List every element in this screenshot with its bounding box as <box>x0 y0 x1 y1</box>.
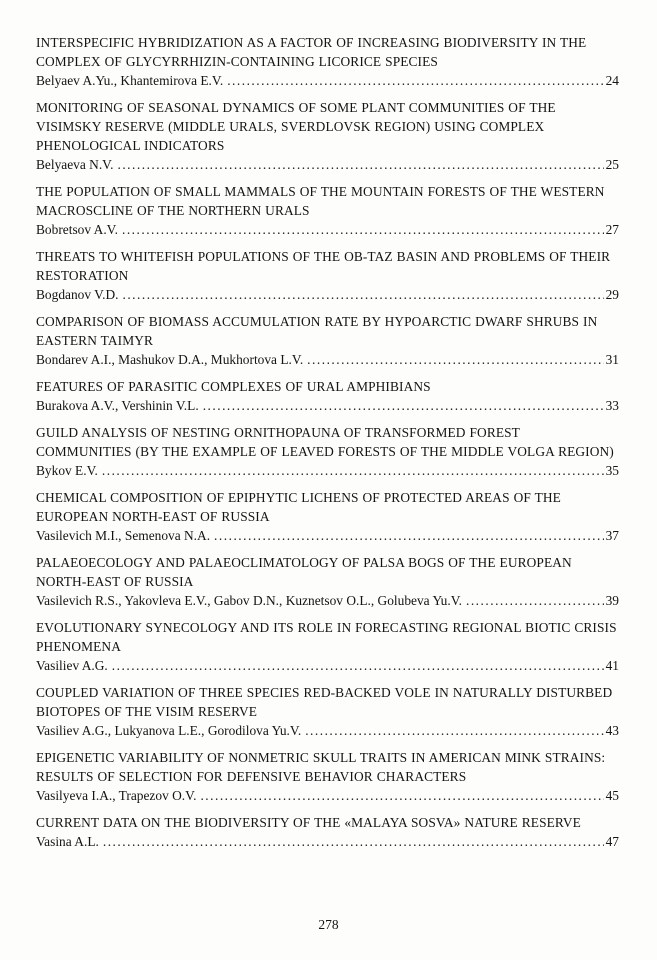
toc-entry <box>36 813 619 851</box>
entry-authors-line <box>36 526 619 545</box>
toc-entry <box>36 182 619 239</box>
dot-leader <box>227 71 603 90</box>
entry-title: INTERSPECIFIC HYBRIDIZATION AS A FACTOR OF INCREASING BIODIVERSITY IN THE COMPLEX OF GLYCYRRHIZIN-CONTAINING LICORICE SPECIES <box>36 35 587 69</box>
entry-page-number: 33 <box>605 398 619 413</box>
dot-leader <box>102 461 604 480</box>
entry-authors-line <box>36 396 619 415</box>
entry-page-number: 47 <box>605 834 619 849</box>
entry-page-number: 27 <box>605 222 619 237</box>
toc-entry <box>36 748 619 805</box>
entry-authors: Burakova A.V., Vershinin V.L. <box>36 398 199 413</box>
toc-entry <box>36 247 619 304</box>
entry-page-number: 35 <box>605 463 619 478</box>
toc-entry <box>36 618 619 675</box>
entry-authors: Vasiliev A.G., Lukyanova L.E., Gorodilova Yu.V. <box>36 723 302 738</box>
entry-authors-line <box>36 786 619 805</box>
entry-title: CHEMICAL COMPOSITION OF EPIPHYTIC LICHENS OF PROTECTED AREAS OF THE EUROPEAN NORTH-EAST OF RUSSIA <box>36 490 561 524</box>
entry-authors-line <box>36 285 619 304</box>
entry-authors-line <box>36 155 619 174</box>
entry-title: THREATS TO WHITEFISH POPULATIONS OF THE OB-TAZ BASIN AND PROBLEMS OF THEIR RESTORATION <box>36 249 611 283</box>
dot-leader <box>214 526 604 545</box>
entry-title: COUPLED VARIATION OF THREE SPECIES RED-BACKED VOLE IN NATURALLY DISTURBED BIOTOPES OF THE VISIM RESERVE <box>36 685 613 719</box>
entry-title: EVOLUTIONARY SYNECOLOGY AND ITS ROLE IN FORECASTING REGIONAL BIOTIC CRISIS PHENOMENA <box>36 620 617 654</box>
entry-page-number: 31 <box>605 352 619 367</box>
entry-authors-line <box>36 220 619 239</box>
entry-authors: Vasilyeva I.A., Trapezov O.V. <box>36 788 197 803</box>
entry-authors: Bykov E.V. <box>36 463 98 478</box>
entry-authors-line <box>36 350 619 369</box>
entry-authors: Bogdanov V.D. <box>36 287 119 302</box>
dot-leader <box>200 786 603 805</box>
entry-authors: Vasilevich M.I., Semenova N.A. <box>36 528 211 543</box>
entry-page-number: 41 <box>605 658 619 673</box>
toc-entry <box>36 312 619 369</box>
dot-leader <box>117 155 603 174</box>
entry-authors: Vasilevich R.S., Yakovleva E.V., Gabov D.N., Kuznetsov O.L., Golubeva Yu.V. <box>36 593 462 608</box>
dot-leader <box>112 656 604 675</box>
entry-title: CURRENT DATA ON THE BIODIVERSITY OF THE «MALAYA SOSVA» NATURE RESERVE <box>36 815 581 830</box>
toc-entry <box>36 98 619 174</box>
entry-page-number: 29 <box>605 287 619 302</box>
toc-entry <box>36 33 619 90</box>
dot-leader <box>122 285 603 304</box>
toc-entry <box>36 423 619 480</box>
entry-page-number: 37 <box>605 528 619 543</box>
entry-title: PALAEOECOLOGY AND PALAEOCLIMATOLOGY OF PALSA BOGS OF THE EUROPEAN NORTH-EAST OF RUSSIA <box>36 555 572 589</box>
entry-authors: Vasiliev A.G. <box>36 658 108 673</box>
table-of-contents <box>36 33 619 851</box>
toc-entry <box>36 488 619 545</box>
page-footer-number: 278 <box>318 917 339 932</box>
dot-leader <box>103 832 604 851</box>
entry-authors-line <box>36 721 619 740</box>
entry-title: THE POPULATION OF SMALL MAMMALS OF THE MOUNTAIN FORESTS OF THE WESTERN MACROSCLINE OF THE NORTHERN URALS <box>36 184 605 218</box>
entry-authors-line <box>36 71 619 90</box>
toc-entry <box>36 377 619 415</box>
toc-entry <box>36 683 619 740</box>
entry-page-number: 43 <box>605 723 619 738</box>
entry-title: EPIGENETIC VARIABILITY OF NONMETRIC SKULL TRAITS IN AMERICAN MINK STRAINS: RESULTS OF SELECTION FOR DEFENSIVE BEHAVIOR CHARACTERS <box>36 750 606 784</box>
entry-authors: Belyaeva N.V. <box>36 157 114 172</box>
entry-authors-line <box>36 461 619 480</box>
entry-authors: Bondarev A.I., Mashukov D.A., Mukhortova L.V. <box>36 352 304 367</box>
entry-page-number: 45 <box>605 788 619 803</box>
toc-entry <box>36 553 619 610</box>
entry-page-number: 24 <box>605 73 619 88</box>
entry-page-number: 25 <box>605 157 619 172</box>
entry-authors-line <box>36 832 619 851</box>
dot-leader <box>203 396 604 415</box>
entry-title: MONITORING OF SEASONAL DYNAMICS OF SOME PLANT COMMUNITIES OF THE VISIMSKY RESERVE (MIDDLE URALS, SVERDLOVSK REGION) USING COMPLEX PHENOLOGICAL INDICATORS <box>36 100 556 153</box>
entry-title: GUILD ANALYSIS OF NESTING ORNITHOPAUNA OF TRANSFORMED FOREST COMMUNITIES (BY THE EXAMPLE OF LEAVED FORESTS OF THE MIDDLE VOLGA REGION) <box>36 425 614 459</box>
entry-title: COMPARISON OF BIOMASS ACCUMULATION RATE BY HYPOARCTIC DWARF SHRUBS IN EASTERN TAIMYR <box>36 314 598 348</box>
entry-authors: Bobretsov A.V. <box>36 222 118 237</box>
dot-leader <box>122 220 604 239</box>
dot-leader <box>307 350 603 369</box>
entry-authors: Vasina A.L. <box>36 834 99 849</box>
entry-title: FEATURES OF PARASITIC COMPLEXES OF URAL AMPHIBIANS <box>36 379 431 394</box>
dot-leader <box>466 591 604 610</box>
dot-leader <box>305 721 603 740</box>
entry-authors: Belyaev A.Yu., Khantemirova E.V. <box>36 73 224 88</box>
entry-authors-line <box>36 591 619 610</box>
entry-page-number: 39 <box>605 593 619 608</box>
entry-authors-line <box>36 656 619 675</box>
